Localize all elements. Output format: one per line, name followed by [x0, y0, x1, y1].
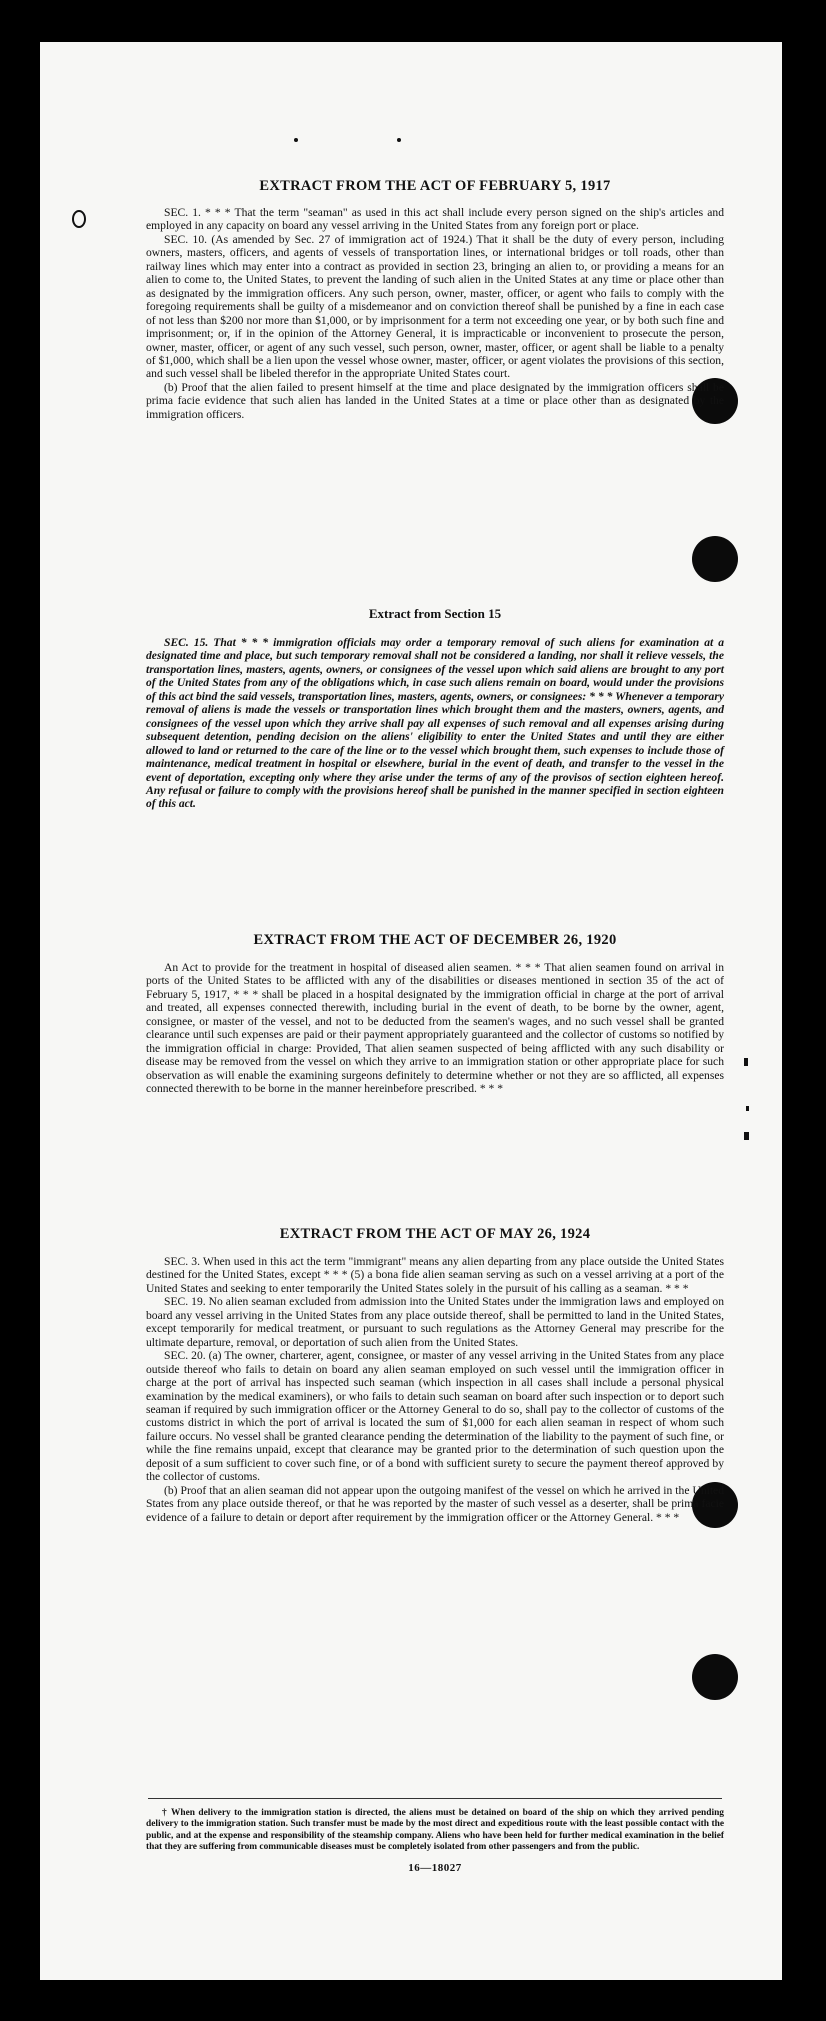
section-heading: EXTRACT FROM THE ACT OF MAY 26, 1924: [279, 1226, 591, 1242]
section-heading: EXTRACT FROM THE ACT OF DECEMBER 26, 1920: [253, 932, 617, 948]
margin-mark: [744, 1132, 749, 1140]
section-body: [146, 1255, 724, 1524]
paragraph: SEC. 15. That * * * immigration officials may order a temporary removal of such aliens for examination at a designated time and place, but such temporary removal shall not be considered a landing, nor shall it relieve vessels, the transportation lines, masters, agents, owners, or consignees of the vessel upon which said aliens are brought to any port of the United States from any of the obligations which, in case such aliens remain on board, would under the provisions of this act bind the said vessels, transportation lines, masters, agents, owners, or consignees: * * * Whenever a temporary removal of aliens is made the vessels or transportation lines which brought them and the masters, owners, agents, and consignees of the vessel upon which they arrive shall pay all expenses of such removal and all expenses arising during subsequent detention, pending decision on the aliens' eligibility to enter the United States and until they are either allowed to land or returned to the care of the line or to the vessel which brought them, such expenses to include those of maintenance, medical treatment in hospital or elsewhere, burial in the event of death, and transfer to the vessel in the event of deportation, excepting only where they arise under the terms of any of the provisos of section eighteen hereof. Any refusal or failure to comply with the provisions hereof shall be punished in the manner specified in section eighteen of this act.: [146, 636, 724, 811]
margin-ring-mark: [72, 210, 86, 228]
section-body: [146, 636, 724, 811]
dot-mark: [294, 138, 298, 142]
footnote: [146, 1808, 724, 1874]
paragraph: An Act to provide for the treatment in hospital of diseased alien seamen. * * * That alien seamen found on arrival in ports of the United States to be afflicted with any of the disabilities or diseases mentioned in section 35 of the act of February 5, 1917, * * * shall be placed in a hospital designated by the immigration official in charge at the port of arrival and treated, all expenses connected therewith, including burial in the event of death, to be borne by the owner, agent, consignee, or master of the vessel, and not to be deducted from the seamen's wages, and no such vessel shall be granted clearance until such expenses are paid or their payment appropriately guaranteed and the collector of customs so notified by the immigration official in charge: Provided, That alien seamen suspected of being afflicted with any such disability or disease may be removed from the vessel on which they arrive to an immigration station or other appropriate place for such observation as will enable the examining surgeons definitely to determine whether or not they are so afflicted, all expenses connected therewith to be borne in the manner hereinbefore prescribed. * * *: [146, 961, 724, 1096]
paragraph: SEC. 3. When used in this act the term "immigrant" means any alien departing from any place outside the United States destined for the United States, except * * * (5) a bona fide alien seaman serving as such on a vessel arriving at a port of the United States and seeking to enter temporarily the United States solely in the pursuit of his calling as a seaman. * * *: [146, 1255, 724, 1295]
form-code: 16—18027: [408, 1862, 462, 1875]
document-page: [40, 42, 782, 1980]
punch-hole: [692, 1654, 738, 1700]
section-body: [146, 206, 724, 421]
paragraph: (b) Proof that the alien failed to present himself at the time and place designated by the immigration officers shall be prima facie evidence that such alien has landed in the United States at a time or place other than as designated by the immigration officers.: [146, 380, 724, 421]
paragraph: SEC. 19. No alien seaman excluded from admission into the United States under the immigration laws and employed on board any vessel arriving in the United States from any place outside thereof, shall be permitted to land in the United States, except temporarily for medical treatment, or pursuant to such regulations as the Attorney General may prescribe for the ultimate departure, removal, or deportation of such alien from the United States.: [146, 1295, 724, 1349]
section-heading: EXTRACT FROM THE ACT OF FEBRUARY 5, 1917: [259, 178, 611, 194]
section-may-1924: [146, 1226, 724, 1524]
section-feb-1917: [146, 178, 724, 421]
paragraph: (b) Proof that an alien seaman did not appear upon the outgoing manifest of the vessel on which he arrived in the United States from any place outside thereof, or that he was reported by the master of such vessel as a deserter, shall be prima facie evidence of a failure to detain or deport after requirement by the immigration officer or the Attorney General. * * *: [146, 1483, 724, 1524]
paragraph: SEC. 20. (a) The owner, charterer, agent, consignee, or master of any vessel arriving in the United States from any place outside thereof who fails to detain on board any alien seaman employed on such vessel until the immigration officer in charge at the port of arrival has inspected such seaman (which inspection in all cases shall include a personal physical examination by the medical examiners), or who fails to detain such seaman on board after such inspection or to deport such seaman if required by such immigration officer or the Attorney General to do so, shall pay to the collector of customs of the customs district in which the port of arrival is located the sum of $1,000 for each alien seaman in respect of whom such failure occurs. No vessel shall be granted clearance pending the determination of the liability to the payment of such fine, or while the fine remains unpaid, except that clearance may be granted prior to the determination of such question upon the deposit of a sum sufficient to cover such fine, or of a bond with sufficient surety to secure the payment thereof approved by the collector of customs.: [146, 1349, 724, 1484]
punch-hole: [692, 536, 738, 582]
divider: [148, 1798, 722, 1799]
margin-mark: [744, 1058, 748, 1066]
margin-mark: [746, 1106, 749, 1111]
section-body: [146, 961, 724, 1096]
section-extract-15: [146, 606, 724, 811]
section-subheading: Extract from Section 15: [368, 606, 502, 621]
paragraph: SEC. 1. * * * That the term "seaman" as used in this act shall include every person signed on the ship's articles and employed in any capacity on board any vessel arriving in the United States from any foreign port or place.: [146, 206, 724, 233]
dot-mark: [397, 138, 401, 142]
section-dec-1920: [146, 932, 724, 1096]
footnote-text: † When delivery to the immigration station is directed, the aliens must be detained on board of the ship on which they arrived pending delivery to the immigration station. Such transfer must be made by the most direct and expeditious route with the least possible contact with the public, and at the expense and responsibility of the steamship company. Aliens who have been held for further medical examination in the belief that they are suffering from communicable diseases must be completely isolated from other passengers and from the public.: [146, 1808, 724, 1852]
paragraph: SEC. 10. (As amended by Sec. 27 of immigration act of 1924.) That it shall be the duty of every person, including owners, masters, officers, and agents of vessels of transportation lines, or international bridges or toll roads, other than railway lines which may enter into a contract as provided in section 23, bringing an alien to, or providing a means for an alien to come to, the United States, to prevent the landing of such alien in the United States at any time or place other than as designated by the immigration officers. Any such person, owner, master, officer, or agent who fails to comply with the foregoing requirements shall be guilty of a misdemeanor and on conviction thereof shall be punished by a fine in each case of not less than $200 nor more than $1,000, or by imprisonment for a term not exceeding one year, or by both such fine and imprisonment; or, if in the opinion of the Attorney General, it is impracticable or inconvenient to prosecute the person, owner, master, officer, or agent of any such vessel, such person, owner, master, officer, or agent shall be liable to a penalty of $1,000, which shall be a lien upon the vessel whose owner, master, officer, or agent violates the provisions of this section, and such vessel shall be libeled therefor in the appropriate United States court.: [146, 232, 724, 381]
